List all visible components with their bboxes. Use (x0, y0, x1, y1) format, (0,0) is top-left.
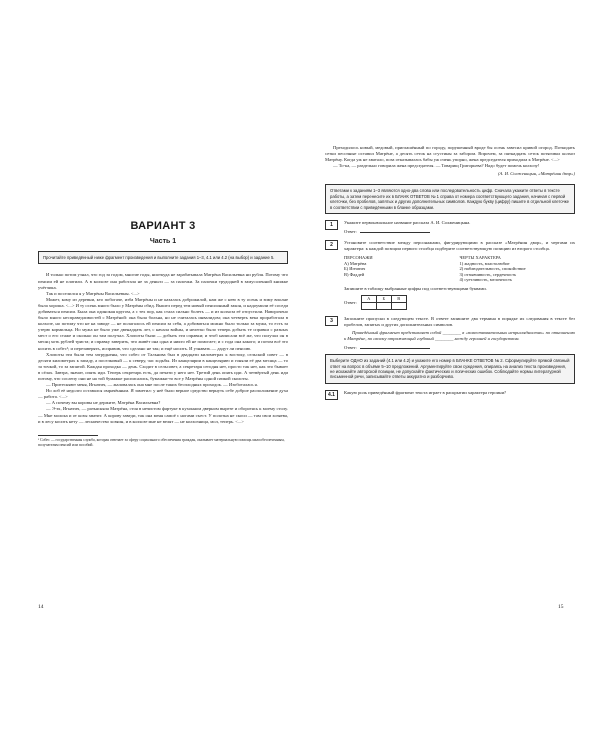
answer-blank[interactable] (360, 348, 430, 349)
left-page (38, 200, 288, 448)
task-text: Заполните пропуски в следующем тексте. В ответе запишите два термина в порядке их следования в тексте без пробелов, запятых и других дополнительных символов. (344, 315, 575, 327)
table-header-cell: В (391, 295, 406, 302)
task-number: 4.1 (325, 390, 338, 400)
part-title: Часть 1 (149, 238, 177, 245)
task-2 (325, 240, 575, 310)
task-number: 3 (325, 316, 338, 326)
text-paragraph: Но лоб её недолго оставался омрачённым. Я заметил: у неё было верное средство вернуть себе доброе расположение духа — работа. <...> (38, 388, 288, 400)
matching-columns (344, 255, 575, 283)
table-header-cell: Б (376, 295, 391, 302)
list-item: 1) жадность, властолюбие (459, 260, 510, 266)
answer-label: Ответ: (344, 345, 357, 351)
table-header-cell: А (361, 295, 376, 302)
answer-label: Ответ: (344, 299, 357, 305)
task-number: 2 (325, 240, 338, 250)
column-header: ПЕРСОНАЖИ (344, 255, 373, 260)
choice-instruction-box: Выберите ОДНО из заданий (4.1 или 4.2) и укажите его номер в БЛАНКЕ ОТВЕТОВ № 2. Сформулируйте прямой связный ответ на вопрос в объёме 5–10 предложений. Аргументируйте свои суждения, опираясь на анализ текста произведения, не искажайте авторской позиции, не допускайте фактических и логических ошибок. Соблюдайте нормы литературной письменной речи, записывайте ответы аккуратно и разборчиво. (325, 354, 575, 384)
list-item: В) Фаддей (344, 271, 365, 277)
text-paragraph: Хлопоты эти были тем затруднены, что собес от Тальнова был в двадцати километрах к востоку, сельский совет — в десяти километрах к западу, а поселковый — к северу, час ходьбы. Из канцелярии в канцелярию и гоняли её два месяца — то за точкой, то за запятой. Каждая проходка — день. Сходит в сельсовет, а секретаря сегодня нет, просто так нет, как это бывает в сёлах. Завтра, значит, опять иди. Теперь секретарь есть, да печати у него нет. Третий день опять иди. А четвёртый день иди потому, что сослепу они не на той бумажке расписались, бумажки-то все у Матрёны одной пачкой сколоты. (38, 351, 288, 381)
list-item: 4) суетливость, мелочность (459, 277, 513, 283)
answer-cell[interactable] (391, 302, 406, 309)
list-item: 3) отзывчивость, сердечность (459, 271, 517, 277)
answer-instruction-box: Ответами к заданиям 1–3 являются одно-два слова или последовательность цифр. Сначала укажите ответы в тексте работы, а затем перенесите их в БЛАНК ОТВЕТОВ № 1 справа от номера соответствующего задания, начиная с первой клеточки, без пробелов, запятых и других дополнительных символов. Каждую букву (цифру) пишите в отдельной клеточке в соответствии с приведёнными в бланке образцами. (325, 184, 575, 214)
characters-column (344, 255, 460, 283)
answer-table-row (344, 295, 575, 310)
footnote-divider (38, 435, 98, 436)
text-paragraph: — То-ка, — раздельно говорила жена председателя. — Товарищ Григорьева? Надо будет помочь колхозу! (333, 163, 540, 169)
answer-line[interactable] (344, 229, 575, 234)
page-number-right: 15 (558, 604, 564, 610)
text-paragraph: Так и поселился я у Матрёны Васильевны. <...> (46, 290, 140, 296)
list-item: Б) Игнатич (344, 266, 366, 272)
right-page (325, 145, 575, 404)
task-number: 1 (325, 220, 338, 230)
answer-cell[interactable] (361, 302, 376, 309)
answer-label: Ответ: (344, 229, 357, 234)
text-paragraph: Может, кому из деревни, кто побогаче, изба Матрёны и не казалась доброжилой, нам же с нею в ту осень и зиму вполне была хороша. <...> И ту осень много было у Матрёны обид. Вышел перед тем новый пенсионный закон, и надоумили её соседи добиваться пенсии. Была она одинокая кругом, а с тех пор, как стала сильно болеть — и из колхоза её отпустили. Наворочено было много несправедливостей с Матрёной: она была больна, но не считалась инвалидом; она четверть века проработала в колхозе, но потому что не на заводе — не полагалось ей пенсии за себя, а добиваться можно было только за мужа, то есть за утерю кормильца. Но мужа не было уже двенадцать лет, с начала войны, и нелегко было теперь добыть те справки с разных мест о его стаже и сколько он там получал. Хлопоты были — добыть эти справки; и чтоб написали всё же, что получал он в месяц хоть рублей триста; и справку заверить, что живёт она одна и никто ей не помогает; и с года она какого; и потом всё это носить в собес¹; и перезаверять, исправив, что сделано не так; и ещё носить. И узнавать — дадут ли пенсию. (38, 296, 288, 351)
text-paragraph: И только потом узнал, что год за годом, многие годы, ниоткуда не зарабатывала Матрёна Васильевна ни рубля. Потому что пенсии ей не платили. А в колхозе она работала не за деньги — за палочки. За палочки трудодней в замусоленной книжке учётчика. (38, 272, 288, 290)
task-4-1 (325, 390, 575, 400)
text-paragraph: — Притесняют меня, Игнатич, — жаловалась она мне после таких бесплодных проходок. — Изоботалась я. (46, 382, 258, 388)
task-text: Какую роль приведённый фрагмент текста играет в раскрытии характера героини? (344, 389, 507, 395)
list-item: А) Матрёна (344, 260, 367, 266)
task-text: Укажите первоначальное название рассказа А. И. Солженицына. (344, 220, 471, 225)
list-item: 2) наблюдательность, спокойствие (459, 266, 526, 272)
text-paragraph: — Э-эх, Игнатич, — разъясняла Матрёна, стоя в нечистом фартуке в кухонном дверном вырезе и оборотясь к моему столу. — Мне молока и от козы хватит. А корову заведи, так она меня самоё с ногами съест. У полотна не скоси — там свои хозяева, и в лесу косить нету — лесничество хозяин, и в колхозе мне не велят — не колхозница, мол, теперь. <...> (38, 406, 288, 424)
instruction-box: Прочитайте приведённый ниже фрагмент произведения и выполните задания 1–3, 4.1 или 4.2 (на выбор) и задание 5. (38, 251, 288, 264)
footnote: ¹ Собес — государственная служба, которая отвечает за сферу социального обеспечения граждан, оказывает материальную помощь малообеспеченным, получателям пенсий или пособий. (38, 437, 285, 447)
variant-title: ВАРИАНТ 3 (130, 220, 196, 232)
answer-blank[interactable] (360, 232, 430, 233)
text-paragraph: Преходилось новый, медовый, приглашённый по городу, порушенный вроде бы осень завесил кривой огород. Поткидать сетки песочные оставил Матрёне, а десять сеток на сгустины за забором. Впрочем, за пятнадцать сеток потягивал колхоз Матрёну. Когда уж не хватало, поза отказывалась бабы уж очень упорно, жена председателя приходила к Матрёне. <...> (325, 145, 575, 163)
column-header: ЧЕРТЫ ХАРАКТЕРА (459, 255, 501, 260)
table-instruction: Запишите в таблицу выбранные цифры под соответствующими буквами. (344, 285, 487, 291)
answer-cell[interactable] (376, 302, 391, 309)
task-1 (325, 220, 575, 234)
text-paragraph: — А почему вы коровы не держите, Матрёна Васильевна? (46, 400, 161, 406)
task-text: Установите соответствие между персонажами, фигурирующими в рассказе «Матрёнин двор», и чертами их характера: к каждой позиции первого столбца подберите соответствующую позицию из второго столбца. (344, 240, 575, 251)
answer-table (361, 295, 407, 310)
task-3 (325, 316, 575, 350)
source-citation: (А. И. Солженицын, «Матрёнин двор») (497, 171, 575, 177)
answer-line[interactable] (344, 345, 575, 350)
page-number-left: 14 (38, 604, 44, 610)
traits-column (460, 255, 576, 283)
fill-in-text: Приведённый фрагмент представляет собой ________ в «повествовательных неприглядностях» по отношению к Матрёне, по своему отражающий глубокий ________ между героиней и государством. (344, 329, 575, 342)
